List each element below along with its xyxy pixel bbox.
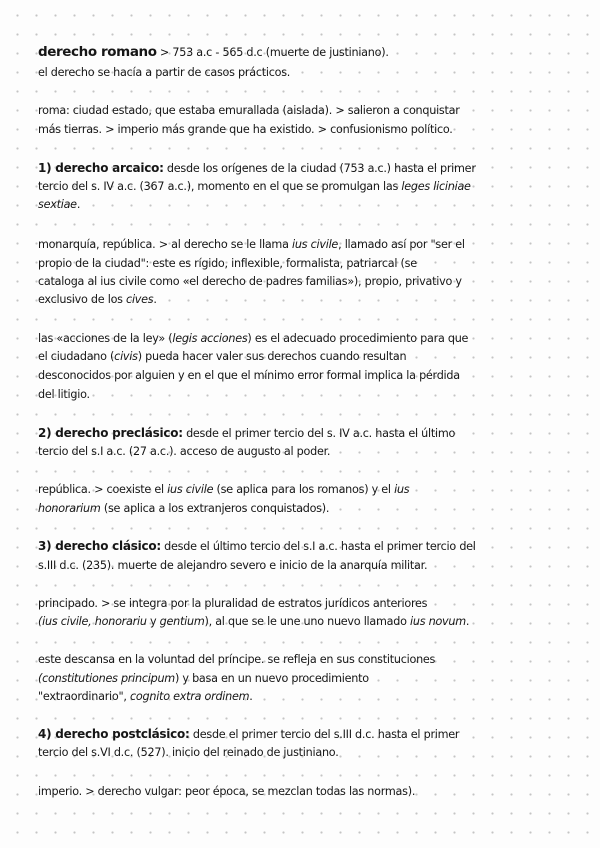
text-line-l29 [38, 783, 415, 800]
line-text: monarquía, república. > al derecho se le llama [38, 238, 292, 251]
latin-term: sextiae [38, 198, 77, 211]
text-line-l13 [38, 348, 406, 365]
latin-term: ius civile [167, 483, 214, 496]
text-line-l27 [38, 726, 459, 743]
line-text: desde el último tercio del s.I a.c. hasta el primer tercio del [160, 540, 476, 553]
line-text: ), al que se le une uno nuevo llamado [204, 615, 411, 628]
text-line-l10 [38, 273, 462, 290]
latin-term: constitutiones principum [42, 672, 175, 685]
line-text: desde el primer tercio del s.III d.c. hasta el primer [189, 728, 460, 741]
text-line-l3 [38, 102, 460, 119]
text-line-l11 [38, 291, 157, 308]
line-text: cataloga al ius civile como «el derecho de padres familias»), propio, privativo y [38, 275, 462, 288]
text-line-l9 [38, 255, 417, 272]
text-line-l21 [38, 557, 427, 574]
line-text: imperio. > derecho vulgar: peor época, se mezclan todas las normas). [38, 785, 416, 798]
line-text: república. > coexiste el [38, 483, 168, 496]
line-text: del litigio. [38, 388, 90, 401]
line-text: tercio del s. IV a.c. (367 a.c.), momento en el que se promulgan las [38, 180, 402, 193]
line-text: , llamado así por "ser el [338, 238, 465, 251]
text-line-l24 [38, 651, 435, 668]
text-line-l1 [38, 44, 389, 61]
latin-term: gentium [159, 615, 205, 628]
text-line-l4 [38, 121, 453, 138]
text-line-l23 [38, 613, 469, 630]
latin-term: ius [394, 483, 410, 496]
latin-term: cognito extra ordinem [130, 690, 250, 703]
line-text: (se aplica a los extranjeros conquistados). [100, 502, 330, 515]
line-text: s.III d.c. (235). muerte de alejandro severo e inicio de la anarquía militar. [38, 559, 428, 572]
line-text: ) pueda hacer valer sus derechos cuando resultan [137, 350, 407, 363]
text-line-l17 [38, 443, 330, 460]
section-heading: derecho romano [38, 44, 157, 60]
text-line-l22 [38, 595, 427, 612]
line-text: tercio del s.VI d.c. (527). inicio del reinado de justiniano. [38, 746, 339, 759]
line-text: el ciudadano ( [38, 350, 115, 363]
latin-term: honorarium [38, 502, 101, 515]
line-text: este descansa en la voluntad del príncipe. se refleja en sus constituciones [38, 653, 436, 666]
line-text: . [153, 293, 157, 306]
text-line-l2 [38, 64, 290, 81]
text-line-l28 [38, 744, 339, 761]
line-text: principado. > se integra por la pluralidad de estratos jurídicos anteriores [38, 597, 428, 610]
line-text: roma: ciudad estado, que estaba emurallada (aislada). > salieron a conquistar [38, 104, 460, 117]
latin-term: legis acciones [172, 332, 248, 345]
text-line-l26 [38, 688, 253, 705]
line-text: ) es el adecuado procedimiento para que [247, 332, 469, 345]
line-text: . [249, 690, 253, 703]
latin-term: ius civile [292, 238, 339, 251]
line-text: (se aplica para los romanos) y el [213, 483, 395, 496]
line-text: desconocidos por alguien y en el que el mínimo error formal implica la pérdida [38, 369, 460, 382]
text-line-l14 [38, 367, 460, 384]
text-line-l7 [38, 196, 80, 213]
latin-term: civis [114, 350, 138, 363]
latin-term: (ius civile, honorariu [38, 615, 147, 628]
line-text: y [146, 615, 160, 628]
text-line-l20 [38, 538, 476, 555]
line-text: "extraordinario", [38, 690, 131, 703]
section-heading: 3) derecho clásico: [38, 539, 161, 553]
latin-term: leges liciniae [401, 180, 471, 193]
latin-term: cives [126, 293, 154, 306]
text-line-l16 [38, 425, 455, 442]
latin-term: ius novum [410, 615, 466, 628]
text-line-l5 [38, 160, 476, 177]
text-line-l18 [38, 481, 409, 498]
text-line-l8 [38, 236, 465, 253]
line-text: desde el primer tercio del s. IV a.c. hasta el último [182, 427, 456, 440]
section-heading: 4) derecho postclásico: [38, 727, 190, 741]
text-line-l12 [38, 330, 468, 347]
line-text: desde los orígenes de la ciudad (753 a.c.) hasta el primer [163, 162, 476, 175]
line-text: el derecho se hacía a partir de casos prácticos. [38, 66, 291, 79]
line-text: propio de la ciudad": este es rígido, inflexible, formalista, patriarcal (se [38, 257, 417, 270]
latin-term: ( [38, 672, 43, 685]
line-text: > 753 a.c - 565 d.c (muerte de justiniano). [156, 46, 389, 59]
line-text: las «acciones de la ley» ( [38, 332, 173, 345]
text-line-l6 [38, 178, 471, 195]
line-text: exclusivo de los [38, 293, 127, 306]
text-line-l15 [38, 386, 90, 403]
line-text: . [76, 198, 81, 211]
text-line-l19 [38, 500, 329, 517]
line-text: . [465, 615, 470, 628]
line-text: tercio del s.I a.c. (27 a.c.). acceso de augusto al poder. [38, 445, 331, 458]
line-text: más tierras. > imperio más grande que ha existido. > confusionismo político. [38, 123, 453, 136]
section-heading: 1) derecho arcaico: [38, 161, 164, 175]
section-heading: 2) derecho preclásico: [38, 426, 183, 440]
line-text: ) y basa en un nuevo procedimiento [174, 672, 369, 685]
text-line-l25 [38, 670, 369, 687]
